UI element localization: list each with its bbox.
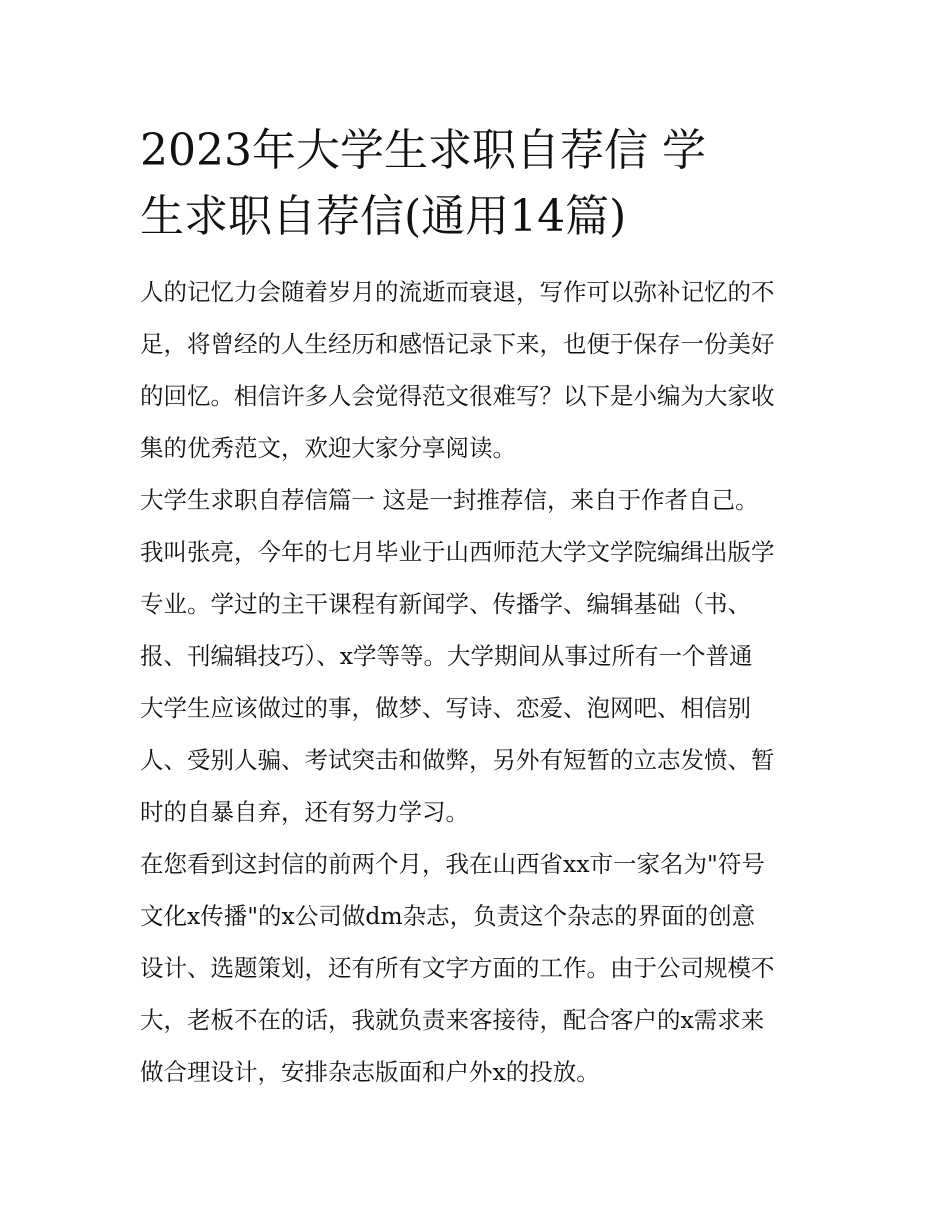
text-line: 足，将曾经的人生经历和感悟记录下来，也便于保存一份美好 [140, 330, 775, 358]
text-line: 在您看到这封信的前两个月，我在山西省xx市一家名为"符号 [140, 850, 765, 878]
text-line: 的回忆。相信许多人会觉得范文很难写？以下是小编为大家收 [140, 382, 775, 410]
document-title [140, 118, 812, 250]
title-line-2: 生求职自荐信(通用14篇) [140, 191, 627, 242]
text-line: 人、受别人骗、考试突击和做弊，另外有短暂的立志发愤、暂 [140, 746, 775, 774]
text-line: 人的记忆力会随着岁月的流逝而衰退，写作可以弥补记忆的不 [140, 278, 775, 306]
text-line: 大，老板不在的话，我就负责来客接待，配合客户的x需求来 [140, 1006, 765, 1034]
text-line: 做合理设计，安排杂志版面和户外x的投放。 [140, 1058, 600, 1086]
text-line: 集的优秀范文，欢迎大家分享阅读。 [140, 434, 516, 462]
text-line: 报、刊编辑技巧）、x学等等。大学期间从事过所有一个普通 [140, 642, 753, 670]
paragraph-letter-heading [140, 474, 812, 526]
text-line: 时的自暴自弃，还有努力学习。 [140, 798, 469, 826]
paragraph-work-experience [140, 838, 812, 1098]
paragraph-intro [140, 266, 812, 474]
text-line: 我叫张亮，今年的七月毕业于山西师范大学文学院编缉出版学 [140, 538, 775, 566]
document-page [140, 118, 812, 1098]
text-line: 设计、选题策划，还有所有文字方面的工作。由于公司规模不 [140, 954, 775, 982]
text-line: 文化x传播"的x公司做dm杂志，负责这个杂志的界面的创意 [140, 902, 756, 930]
paragraph-self-introduction [140, 526, 812, 838]
text-line: 大学生应该做过的事，做梦、写诗、恋爱、泡网吧、相信别 [140, 694, 751, 722]
text-line: 大学生求职自荐信篇一 这是一封推荐信，来自于作者自己。 [140, 486, 759, 514]
text-line: 专业。学过的主干课程有新闻学、传播学、编辑基础（书、 [140, 590, 751, 618]
title-line-1: 2023年大学生求职自荐信 学 [140, 125, 706, 176]
